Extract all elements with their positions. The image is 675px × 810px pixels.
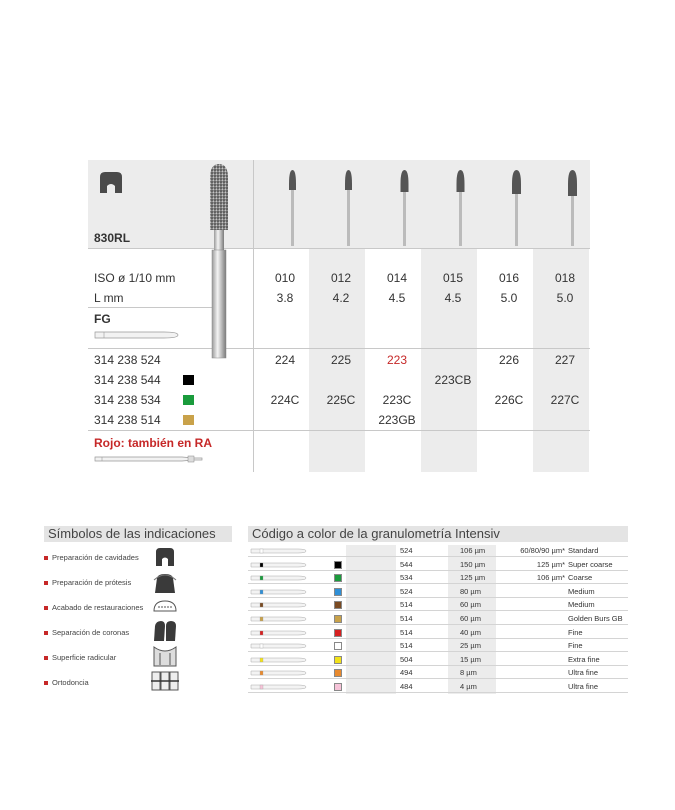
grit-code: 494 bbox=[400, 668, 413, 678]
ra-note: Rojo: también en RA bbox=[94, 436, 213, 450]
product-code: 314 238 524 bbox=[94, 353, 161, 367]
grit-bur-icon bbox=[250, 655, 308, 665]
grit-code: 524 bbox=[400, 586, 413, 596]
grit-row bbox=[248, 599, 628, 611]
grit-bur-icon bbox=[250, 546, 308, 556]
grit-row bbox=[248, 559, 628, 571]
length-value: 4.5 bbox=[444, 291, 462, 305]
grit-size: 40 µm bbox=[460, 627, 481, 637]
grit-row bbox=[248, 681, 628, 693]
orthodontics-icon bbox=[150, 670, 180, 692]
grit-name: Medium bbox=[568, 586, 595, 596]
grit-size: 60 µm bbox=[460, 600, 481, 610]
length-value: 5.0 bbox=[556, 291, 574, 305]
grit-bur-icon bbox=[250, 573, 308, 583]
grit-color-swatch bbox=[334, 656, 342, 664]
grit-bur-icon bbox=[250, 560, 308, 570]
grit-row bbox=[248, 572, 628, 584]
article-cell: 225 bbox=[330, 353, 352, 367]
shank-label: FG bbox=[94, 312, 111, 326]
grit-name: Medium bbox=[568, 600, 595, 610]
indication-item: Preparación de cavidades bbox=[44, 553, 139, 562]
article-cell: 225C bbox=[326, 393, 356, 407]
restoration-finish-icon bbox=[152, 597, 178, 617]
grit-bur-icon bbox=[250, 587, 308, 597]
grit-code: 514 bbox=[400, 600, 413, 610]
length-label: L mm bbox=[94, 291, 124, 305]
length-value: 5.0 bbox=[500, 291, 518, 305]
article-cell-ra: 223 bbox=[386, 353, 408, 367]
grit-name: Extra fine bbox=[568, 654, 600, 664]
grit-bur-icon bbox=[250, 641, 308, 651]
grit-size: 150 µm bbox=[460, 559, 486, 569]
ra-shank-icon bbox=[94, 452, 204, 466]
cavity-prep-icon bbox=[154, 547, 176, 567]
iso-value: 018 bbox=[554, 271, 576, 285]
divider bbox=[88, 307, 218, 308]
article-cell: 223CB bbox=[434, 373, 472, 387]
product-table bbox=[88, 160, 590, 472]
grit-size: 8 µm bbox=[460, 668, 477, 678]
grit-color-swatch bbox=[334, 574, 342, 582]
article-cell: 223GB bbox=[378, 413, 416, 427]
cavity-shape-icon bbox=[98, 171, 124, 195]
indication-item: Acabado de restauraciones bbox=[44, 603, 143, 612]
grit-bur-icon bbox=[250, 668, 308, 678]
bur-018-icon bbox=[565, 166, 581, 246]
grit-row bbox=[248, 640, 628, 652]
grit-extra: 125 µm* bbox=[536, 559, 565, 569]
grit-swatch-green bbox=[183, 395, 194, 405]
product-code: 314 238 544 bbox=[94, 373, 161, 387]
indication-item: Separación de coronas bbox=[44, 628, 129, 637]
length-value: 4.5 bbox=[388, 291, 406, 305]
article-cell: 224C bbox=[270, 393, 300, 407]
grit-code: 534 bbox=[400, 573, 413, 583]
grit-row bbox=[248, 667, 628, 679]
bur-016-icon bbox=[509, 166, 525, 246]
grit-row bbox=[248, 627, 628, 639]
grit-bur-icon bbox=[250, 682, 308, 692]
bur-012-icon bbox=[341, 166, 357, 246]
iso-value: 014 bbox=[386, 271, 408, 285]
indications-title: Símbolos de las indicaciones bbox=[44, 526, 232, 542]
grit-color-swatch bbox=[334, 615, 342, 623]
grit-bur-icon bbox=[250, 600, 308, 610]
grit-name: Coarse bbox=[568, 573, 593, 583]
iso-value: 010 bbox=[274, 271, 296, 285]
grit-code: 504 bbox=[400, 654, 413, 664]
column-divider bbox=[253, 160, 254, 472]
grit-color-swatch bbox=[334, 601, 342, 609]
grit-size: 125 µm bbox=[460, 573, 486, 583]
crown-separation-icon bbox=[152, 620, 178, 642]
divider bbox=[88, 348, 590, 349]
grit-swatch-black bbox=[183, 375, 194, 385]
grit-extra: 60/80/90 µm* bbox=[520, 546, 565, 555]
grit-title: Código a color de la granulometría Intensiv bbox=[248, 526, 628, 542]
grit-size: 15 µm bbox=[460, 654, 481, 664]
product-code: 314 238 534 bbox=[94, 393, 161, 407]
grit-code: 524 bbox=[400, 546, 413, 555]
iso-label: ISO ø 1/10 mm bbox=[94, 271, 176, 285]
grit-name: Super coarse bbox=[568, 559, 613, 569]
grit-name: Fine bbox=[568, 627, 583, 637]
length-value: 3.8 bbox=[276, 291, 294, 305]
grit-size: 60 µm bbox=[460, 614, 481, 623]
indication-item: Ortodoncia bbox=[44, 678, 89, 687]
bur-014-icon bbox=[397, 166, 413, 246]
grit-size: 25 µm bbox=[460, 641, 481, 651]
grit-row bbox=[248, 613, 628, 625]
grit-name: Fine bbox=[568, 641, 583, 651]
grit-row bbox=[248, 654, 628, 666]
article-cell: 224 bbox=[274, 353, 296, 367]
grit-extra: 106 µm* bbox=[536, 573, 565, 583]
divider bbox=[88, 248, 590, 249]
iso-value: 016 bbox=[498, 271, 520, 285]
grit-row bbox=[248, 586, 628, 598]
grit-color-swatch bbox=[334, 642, 342, 650]
grit-color-swatch bbox=[334, 588, 342, 596]
indication-item: Superficie radicular bbox=[44, 653, 116, 662]
model-label: 830RL bbox=[94, 231, 131, 245]
grit-bur-icon bbox=[250, 614, 308, 624]
grit-size: 80 µm bbox=[460, 586, 481, 596]
grit-name: Ultra fine bbox=[568, 668, 599, 678]
article-cell: 226C bbox=[494, 393, 524, 407]
bur-large-icon bbox=[202, 160, 246, 360]
grit-size: 4 µm bbox=[460, 682, 477, 691]
grit-name: Golden Burs GB bbox=[568, 614, 623, 623]
grit-code: 484 bbox=[400, 682, 413, 691]
grit-color-swatch bbox=[334, 629, 342, 637]
root-surface-icon bbox=[152, 645, 178, 667]
prosthesis-prep-icon bbox=[152, 572, 178, 594]
bur-015-icon bbox=[453, 166, 469, 246]
length-value: 4.2 bbox=[332, 291, 350, 305]
grit-size: 106 µm bbox=[460, 546, 486, 555]
fg-shank-icon bbox=[94, 328, 180, 342]
grit-swatch-gold bbox=[183, 415, 194, 425]
grit-row bbox=[248, 545, 628, 557]
article-cell: 227 bbox=[554, 353, 576, 367]
grit-color-swatch bbox=[334, 669, 342, 677]
grit-code: 514 bbox=[400, 627, 413, 637]
grit-code: 514 bbox=[400, 641, 413, 651]
grit-bur-icon bbox=[250, 628, 308, 638]
grit-code: 544 bbox=[400, 559, 413, 569]
grit-name: Ultra fine bbox=[568, 682, 599, 691]
grit-color-swatch bbox=[334, 561, 342, 569]
divider bbox=[88, 430, 590, 431]
grit-name: Standard bbox=[568, 546, 599, 555]
product-code: 314 238 514 bbox=[94, 413, 161, 427]
bur-010-icon bbox=[285, 166, 301, 246]
grit-code: 514 bbox=[400, 614, 413, 623]
iso-value: 012 bbox=[330, 271, 352, 285]
article-cell: 223C bbox=[382, 393, 412, 407]
grit-color-swatch bbox=[334, 683, 342, 691]
article-cell: 227C bbox=[550, 393, 580, 407]
indication-item: Preparación de prótesis bbox=[44, 578, 131, 587]
article-cell: 226 bbox=[498, 353, 520, 367]
iso-value: 015 bbox=[442, 271, 464, 285]
